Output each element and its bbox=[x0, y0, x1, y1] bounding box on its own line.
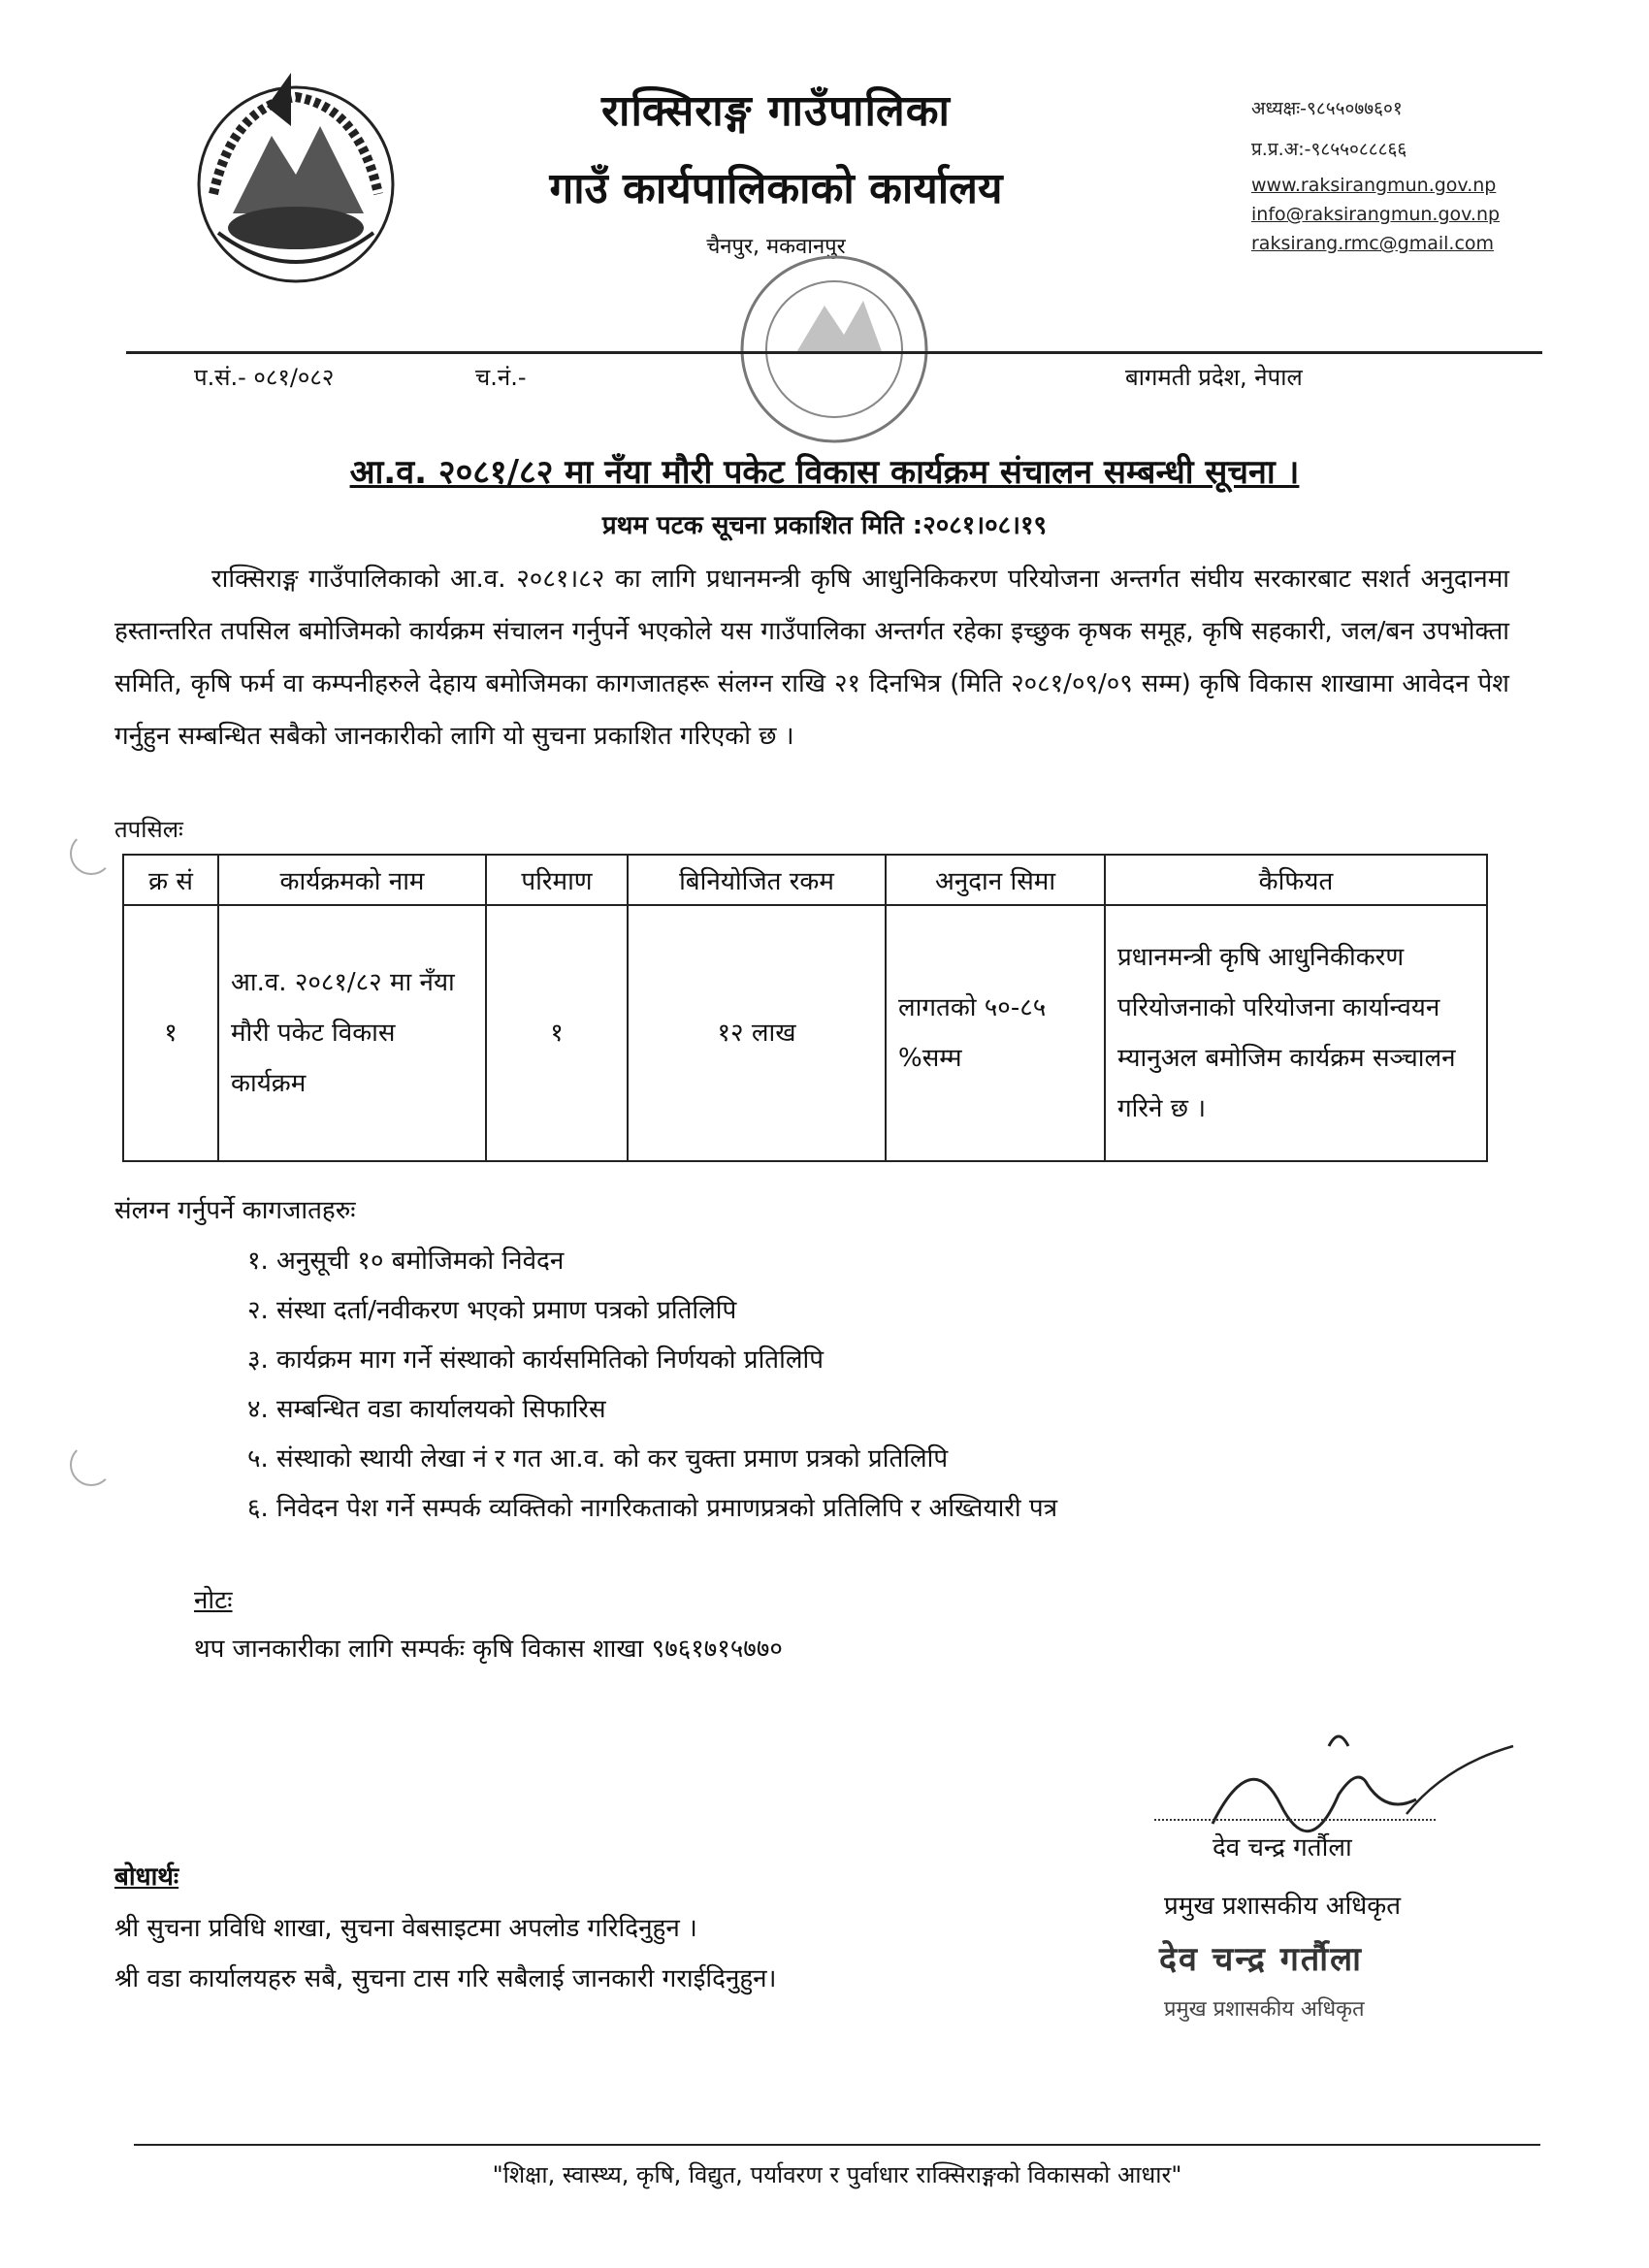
program-table bbox=[122, 854, 1488, 1162]
dispatch-number: च.नं.- bbox=[475, 364, 527, 391]
list-item: ६. निवेदन पेश गर्ने सम्पर्क व्यक्तिको नागरिकताको प्रमाणप्रत्रको प्रतिलिपि र अख्तियारी पत्र bbox=[247, 1494, 1058, 1523]
office-address: चैनपुर, मकवानपुर bbox=[706, 235, 846, 259]
office-seal-stamp bbox=[718, 247, 951, 451]
list-item: ५. संस्थाको स्थायी लेखा नं र गत आ.व. को कर चुक्ता प्रमाण प्रत्रको प्रतिलिपि bbox=[247, 1444, 949, 1474]
col-header-quantity: परिमाण bbox=[486, 855, 628, 905]
footer-rule bbox=[134, 2144, 1540, 2146]
reference-number: प.सं.- ०८१/०८२ bbox=[194, 364, 335, 391]
cell-program: आ.व. २०८१/८२ मा नँया मौरी पकेट विकास कार्यक्रम bbox=[218, 905, 486, 1161]
list-item: २. संस्था दर्ता/नवीकरण भएको प्रमाण पत्रको प्रतिलिपि bbox=[247, 1296, 737, 1325]
attachments-list bbox=[247, 1242, 1057, 1539]
bodharth-line-2: श्री वडा कार्यालयहरु सबै, सुचना टास गरि सबैलाई जानकारी गराईदिनुहुन। bbox=[114, 1964, 777, 1993]
table-header-row bbox=[123, 855, 1487, 905]
col-header-sn: क्र सं bbox=[123, 855, 218, 905]
email-link-info[interactable]: info@raksirangmun.gov.np bbox=[1251, 204, 1501, 225]
col-header-program: कार्यक्रमको नाम bbox=[218, 855, 486, 905]
bodharth-line-1: श्री सुचना प्रविधि शाखा, सुचना वेबसाइटमा अपलोड गरिदिनुहुन । bbox=[114, 1914, 697, 1943]
cell-subsidy: लागतको ५०-८५ %सम्म bbox=[886, 905, 1105, 1161]
nepal-emblem-logo bbox=[175, 68, 417, 291]
province-label: बागमती प्रदेश, नेपाल bbox=[1125, 364, 1303, 391]
cell-amount: १२ लाख bbox=[628, 905, 886, 1161]
tapasil-label: तपसिलः bbox=[114, 816, 183, 843]
col-header-subsidy: अनुदान सिमा bbox=[886, 855, 1105, 905]
cell-sn: १ bbox=[123, 905, 218, 1161]
email-link-rmc[interactable]: raksirang.rmc@gmail.com bbox=[1251, 233, 1495, 254]
list-item: ३. कार्यक्रम माग गर्ने संस्थाको कार्यसमितिको निर्णयको प्रतिलिपि bbox=[247, 1345, 824, 1375]
list-item: ४. सम्बन्धित वडा कार्यालयको सिफारिस bbox=[247, 1395, 606, 1424]
table-row bbox=[123, 905, 1487, 1161]
signatory-name: देव चन्द्र गर्तौला bbox=[1212, 1833, 1352, 1863]
signature-line bbox=[1154, 1819, 1436, 1821]
punch-hole-mark bbox=[70, 832, 113, 875]
note-title: नोटः bbox=[194, 1586, 233, 1615]
office-name: राक्सिराङ्ग गाउँपालिका bbox=[601, 86, 951, 136]
notice-body: राक्सिराङ्ग गाउँपालिकाको आ.व. २०८१।८२ का लागि प्रधानमन्त्री कृषि आधुनिकिकरण परियोजना अन्तर्गत संघीय सरकारबाट सशर्त अनुदानमा हस्तान्तरित तपसिल बमोजिमको कार्यक्रम संचालन गर्नुपर्ने भएकोले यस गाउँपालिका अन्तर्गत रहेका इच्छुक कृषक समूह, कृषि सहकारी, जल/बन उपभोक्ता समिति, कृषि फर्म वा कम्पनीहरुले देहाय बमोजिमका कागजातहरू संलग्न राखि २१ दिनभित्र (मिति २०८१/०९/०९ सम्म) कृषि विकास शाखामा आवेदन पेश गर्नुहुन सम्बन्धित सबैको जानकारीको लागि यो सुचना प्रकाशित गरिएको छ । bbox=[114, 565, 1509, 751]
attachments-title: संलग्न गर्नुपर्ने कागजातहरुः bbox=[114, 1196, 356, 1225]
header-rule bbox=[126, 351, 1542, 354]
contact-cao-phone: प्र.प्र.अ:-९८५५०८८८६६ bbox=[1251, 139, 1407, 160]
published-date: प्रथम पटक सूचना प्रकाशित मिति :२०८१।०८।१९ bbox=[601, 511, 1048, 540]
website-link[interactable]: www.raksirangmun.gov.np bbox=[1251, 175, 1497, 196]
col-header-amount: बिनियोजित रकम bbox=[628, 855, 886, 905]
cell-quantity: १ bbox=[486, 905, 628, 1161]
title-stamp: प्रमुख प्रशासकीय अधिकृत bbox=[1164, 1997, 1365, 2022]
list-item: १. अनुसूची १० बमोजिमको निवेदन bbox=[247, 1247, 565, 1276]
col-header-remarks: कैफियत bbox=[1105, 855, 1487, 905]
footer-motto: "शिक्षा, स्वास्थ्य, कृषि, विद्युत, पर्यावरण र पुर्वाधार राक्सिराङ्गको विकासको आधार" bbox=[492, 2161, 1182, 2188]
name-stamp: देव चन्द्र गर्तौला bbox=[1159, 1940, 1363, 1979]
cell-remarks: प्रधानमन्त्री कृषि आधुनिकीकरण परियोजनाको परियोजना कार्यान्वयन म्यानुअल बमोजिम कार्यक्रम सञ्चालन गरिने छ । bbox=[1105, 905, 1487, 1161]
office-subtitle: गाउँ कार्यपालिकाको कार्यालय bbox=[549, 164, 1003, 213]
signatory-title: प्रमुख प्रशासकीय अधिकृत bbox=[1164, 1892, 1402, 1921]
notice-heading: आ.व. २०८१/८२ मा नँया मौरी पकेट विकास कार्यक्रम संचालन सम्बन्धी सूचना । bbox=[349, 453, 1300, 492]
contact-chairman-phone: अध्यक्षः-९८५५०७७६०१ bbox=[1251, 98, 1403, 119]
punch-hole-mark bbox=[70, 1443, 113, 1486]
bodharth-title: बोधार्थः bbox=[114, 1863, 179, 1892]
note-text: थप जानकारीका लागि सम्पर्कः कृषि विकास शाखा ९७६१७१५७७० bbox=[194, 1635, 783, 1664]
